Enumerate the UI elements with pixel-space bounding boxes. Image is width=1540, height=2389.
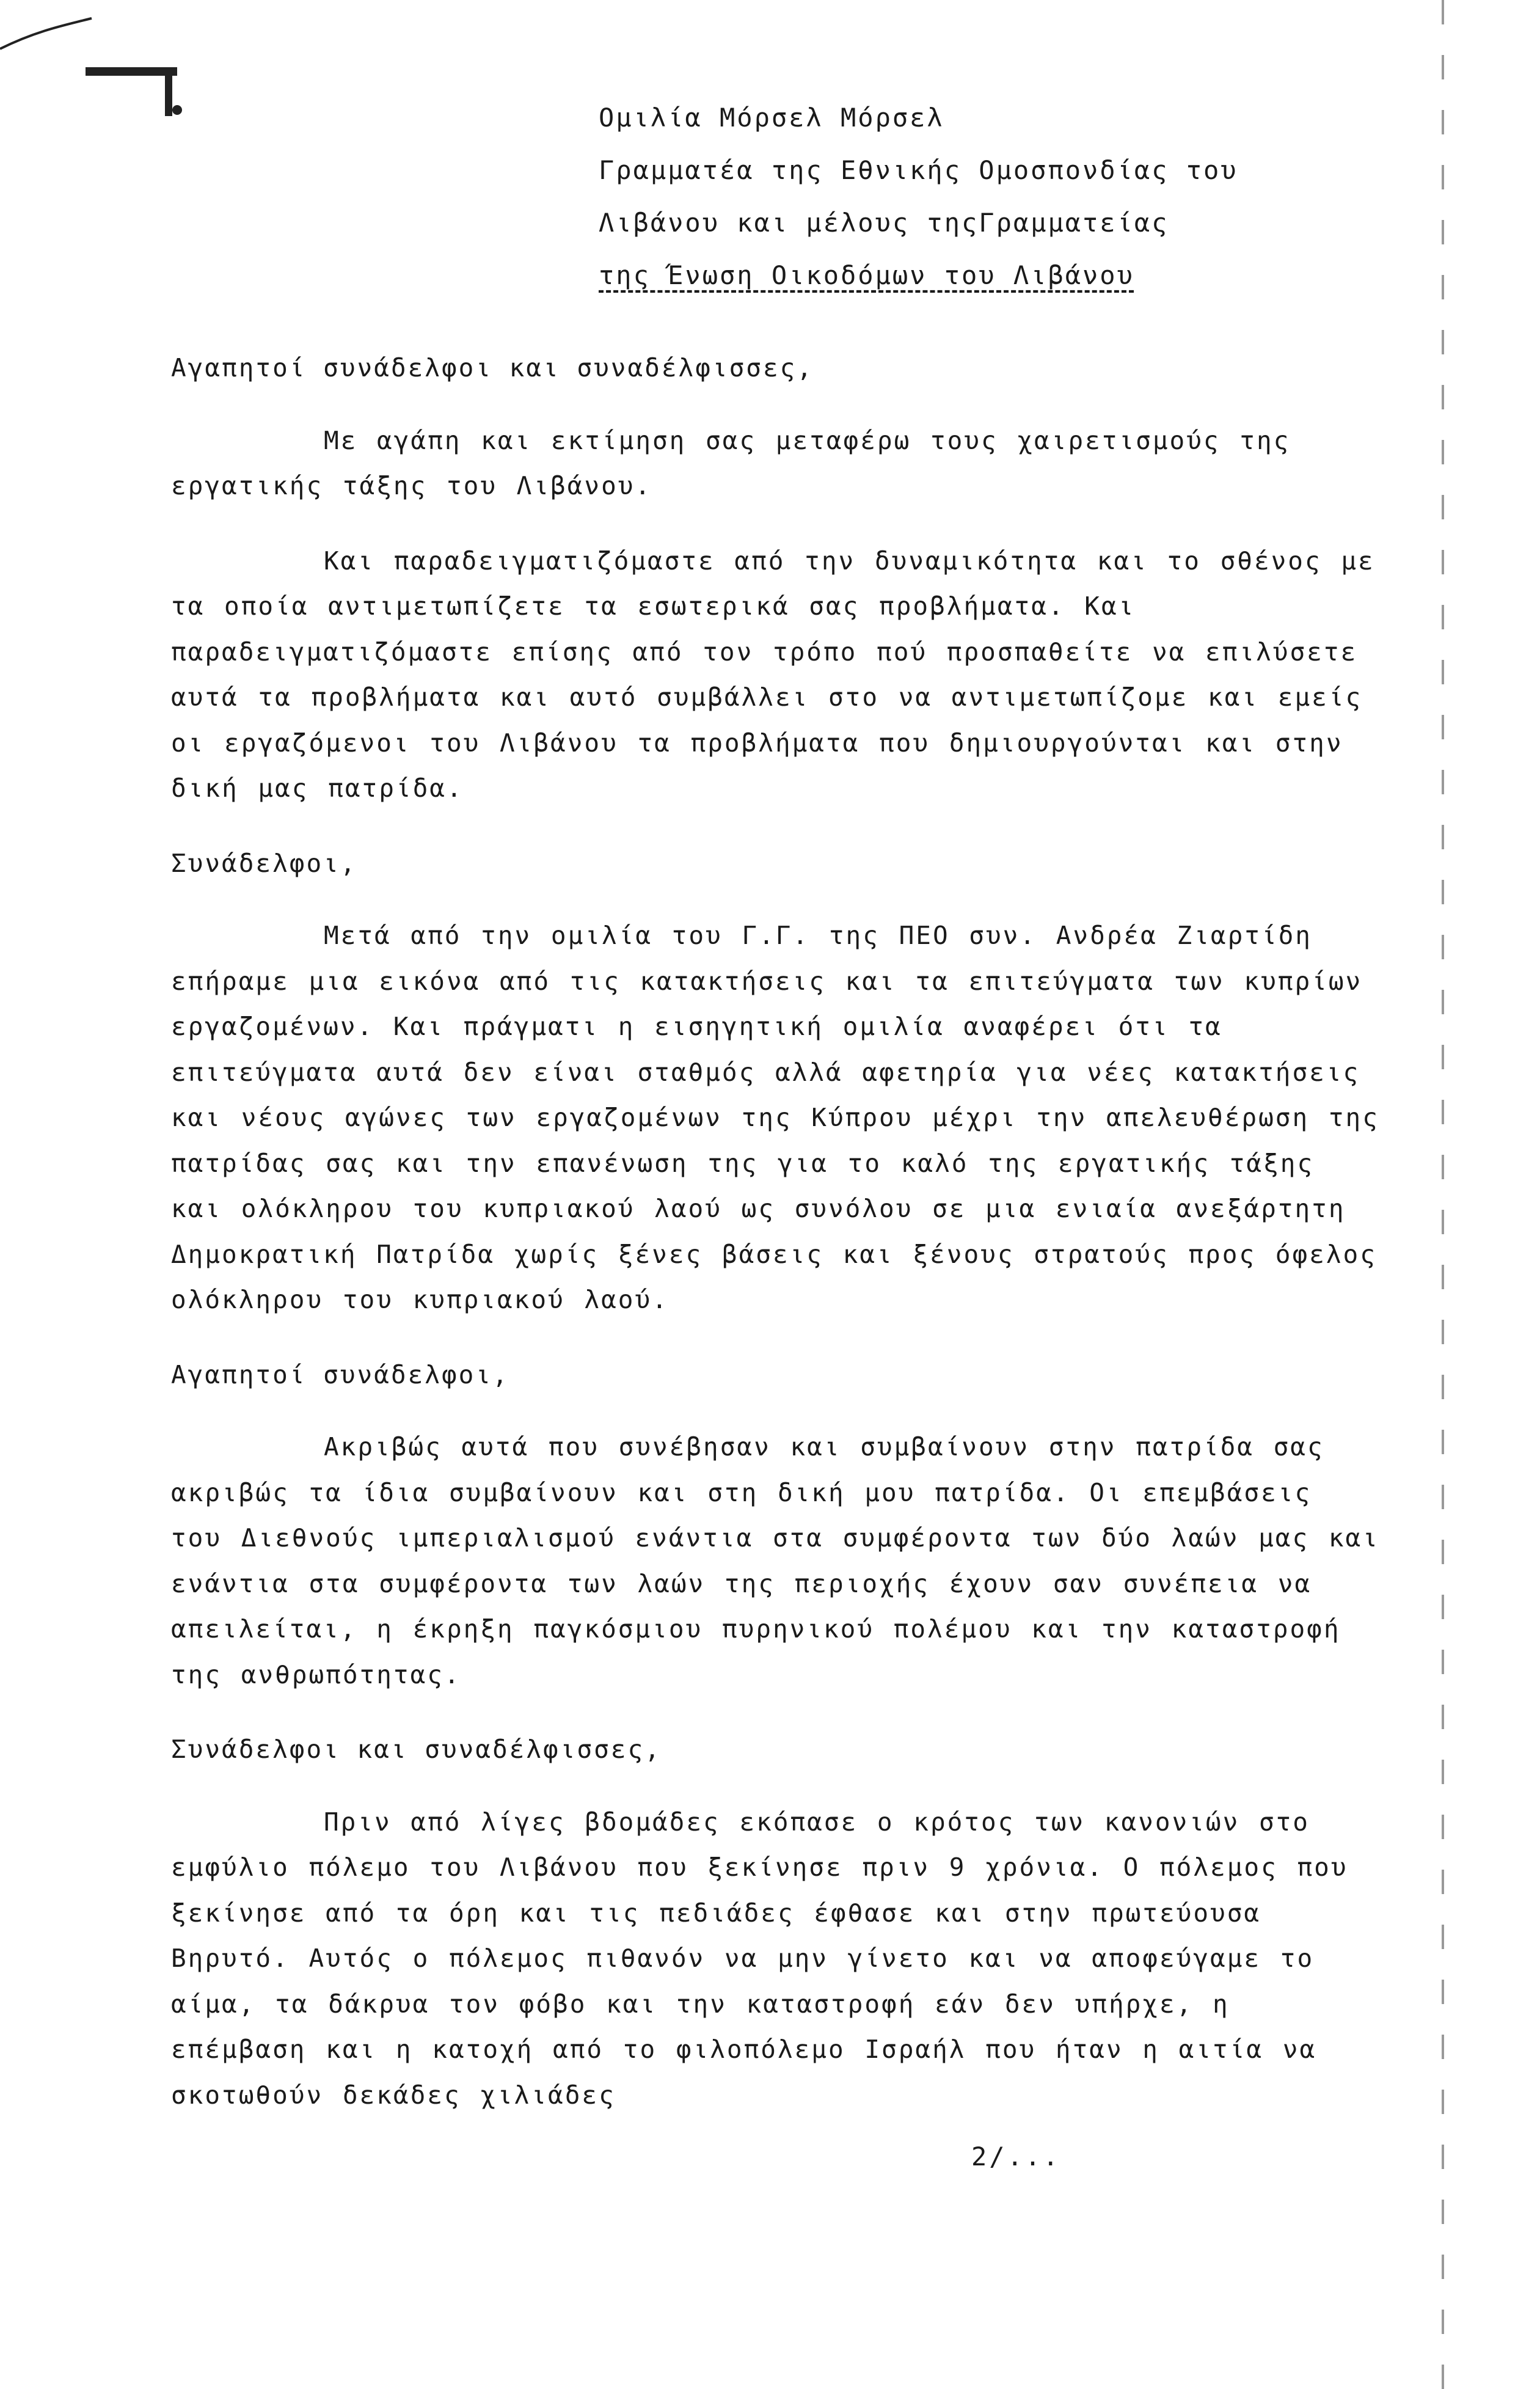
paragraph: Πριν από λίγες βδομάδες εκόπασε ο κρότος των κανονιών στο εμφύλιο πόλεμο του Λιβάνου που ξεκίνησε πριν 9 χρόνια. Ο πόλεμος που ξεκίνησε από τα όρη και τις πεδιάδες έφθασε και στην πρωτεύουσα Βηρυτό. Αυτός ο πόλεμος πιθανόν να μην γίνετο και να αποφεύγαμε το αίμα, τα δάκρυα τον φόβο και την καταστροφή εάν δεν υπήρχε, η επέμβαση και η κατοχή από το φιλοπόλεμο Ισραήλ που ήταν η αιτία να σκοτωθούν δεκάδες χιλιάδες — [171, 1807, 1368, 2110]
paragraph: Και παραδειγματιζόμαστε από την δυναμικότητα και το σθένος με τα οποία αντιμετωπίζετε τα εσωτερικά σας προβλήματα. Και παραδειγματιζόμαστε επίσης από τον τρόπο πού προσπαθείτε να επιλύσετε αυτά τα προβλήματα και αυτό συμβάλλει στο να αντιμετωπίζομε και εμείς οι εργαζόμενοι του Λιβάνου τα προβλήματα που δημιουργούνται και στην δική μας πατρίδα. — [171, 546, 1395, 803]
header-line: Ομιλία Μόρσελ Μόρσελ — [599, 103, 944, 133]
paragraph: Ακριβώς αυτά που συνέβησαν και συμβαίνουν στην πατρίδα σας ακριβώς τα ίδια συμβαίνουν και στη δική μου πατρίδα. Οι επεμβάσεις του Διεθνούς ιμπεριαλισμού ενάντια στα συμφέροντα των δύο λαών μας και ενάντια στα συμφέροντα των λαών της περιοχής έχουν σαν συνέπεια να απειλείται, η έκρηξη παγκόσμιου πυρηνικού πολέμου και την καταστροφή της ανθρωπότητας. — [171, 1432, 1399, 1689]
paragraph: Με αγάπη και εκτίμηση σας μεταφέρω τους χαιρετισμούς της εργατικής τάξης του Λιβάνου. — [171, 425, 1310, 500]
page-number: 2/... — [971, 2142, 1061, 2171]
salutation: Συνάδελφοι και συναδέλφισσες, — [171, 1735, 662, 1764]
paragraph: Μετά από την ομιλία του Γ.Γ. της ΠΕΟ συν. Ανδρέα Ζιαρτίδη επήραμε μια εικόνα από τις κατακτήσεις και τα επιτεύγματα των κυπρίων εργαζομένων. Και πράγματι η εισηγητική ομιλία αναφέρει ότι τα επιτεύγματα αυτά δεν είναι σταθμός αλλά αφετηρία για νέες κατακτήσεις και νέους αγώνες των εργαζομένων της Κύπρου μέχρι την απελευθέρωση της πατρίδας σας και την επανένωση της για το καλό της εργατικής τάξης και ολόκληρου του κυπριακού λαού ως συνόλου σε μια ενιαία ανεξάρτητη Δημοκρατική Πατρίδα χωρίς ξένες βάσεις και ξένους στρατούς προς όφελος ολόκληρου του κυπριακού λαού. — [171, 921, 1399, 1314]
scan-mark — [0, 6, 195, 141]
salutation: Αγαπητοί συνάδελφοι και συναδέλφισσες, — [171, 353, 814, 382]
speech-body — [171, 345, 1399, 2147]
salutation: Συνάδελφοι, — [171, 848, 357, 878]
header-line: Λιβάνου και μέλους τηςΓραμματείας — [599, 208, 1169, 238]
header-line: της Ένωση Οικοδόμων του Λιβάνου — [599, 260, 1134, 290]
header-line: Γραμματέα της Εθνικής Ομοσπονδίας του — [599, 155, 1238, 185]
salutation: Αγαπητοί συνάδελφοι, — [171, 1359, 509, 1389]
speech-header — [599, 92, 1393, 302]
scan-border-line — [1442, 0, 1444, 2389]
